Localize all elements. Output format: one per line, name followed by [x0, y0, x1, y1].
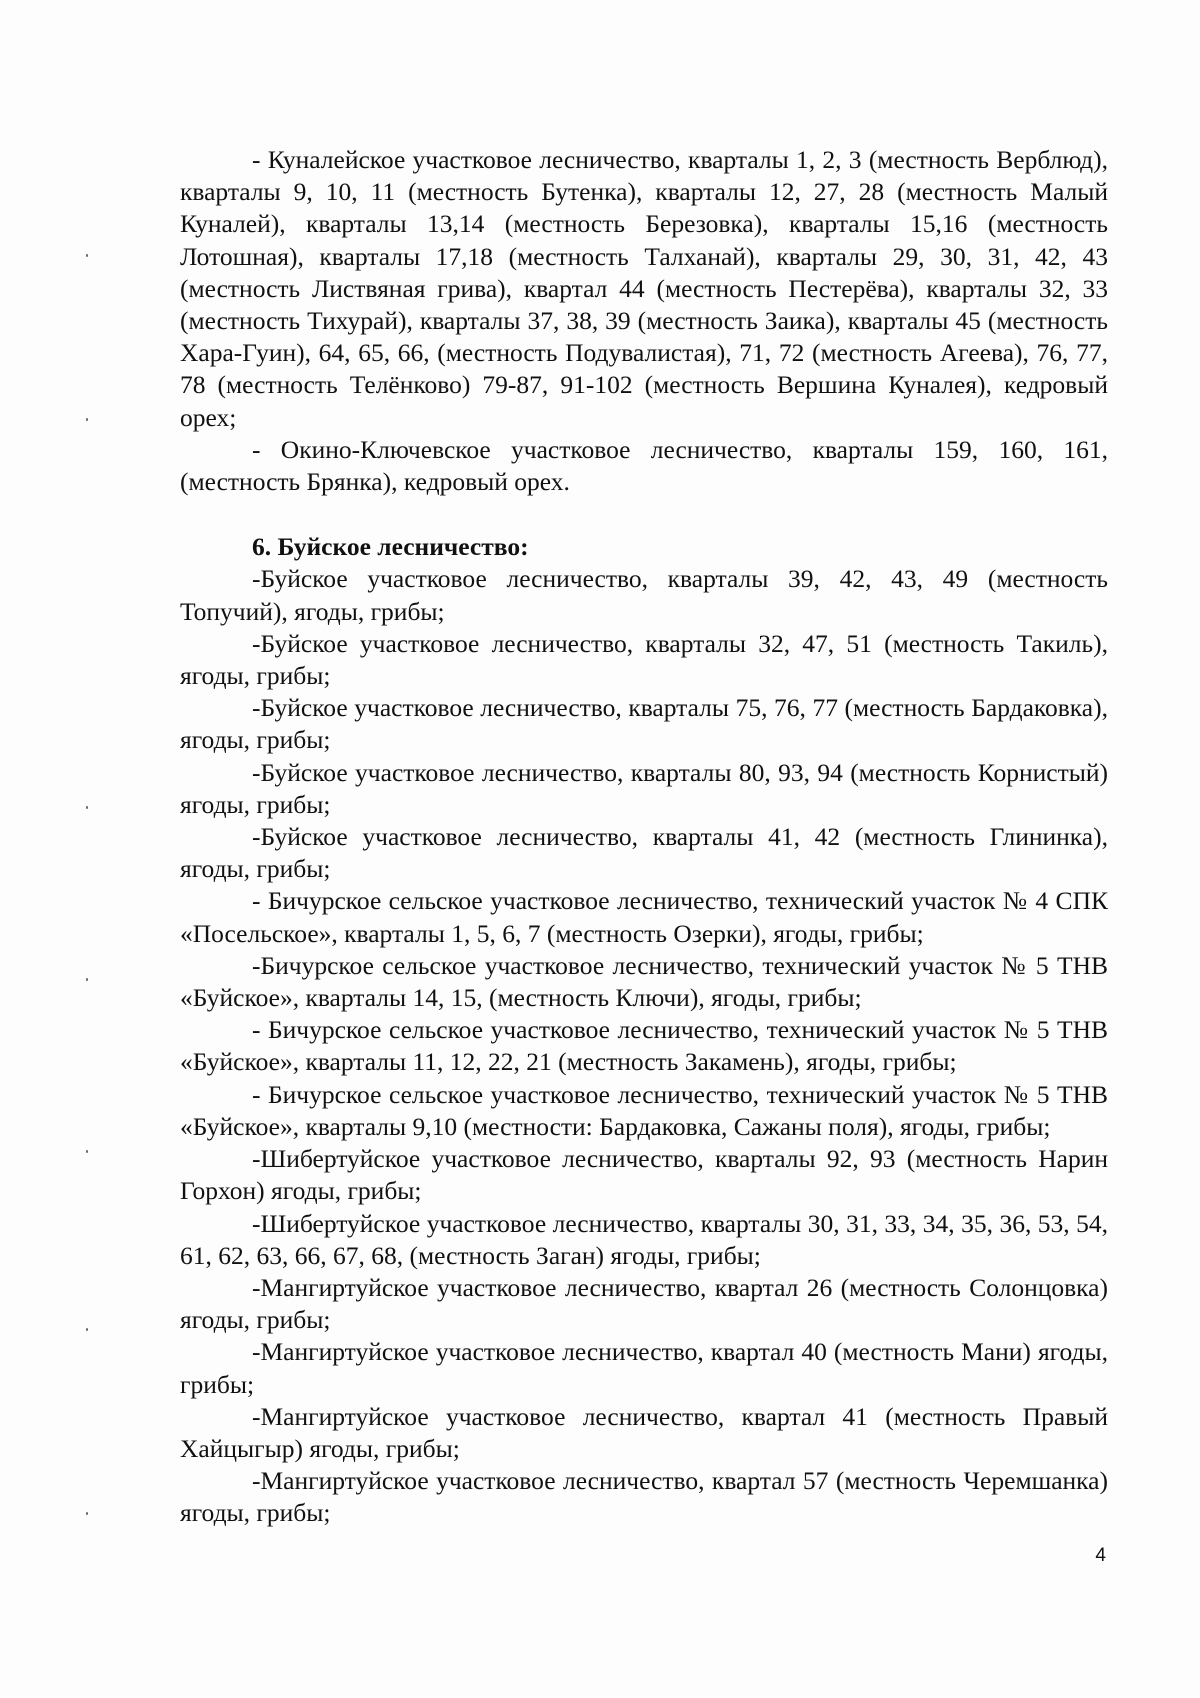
paragraph-kunaley: - Куналейское участковое лесничество, кварталы 1, 2, 3 (местность Верблюд), кварталы 9, 10, 11 (местность Бутенка), кварталы 12, 27, 28 (местность Малый Куналей), кварталы 13,14 (местность Березовка), кварталы 15,16 (местность Лотошная), кварталы 17,18 (местность Талханай), кварталы 29, 30, 31, 42, 43 (местность Листвяная грива), квартал 44 (местность Пестерёва), кварталы 32, 33 (местность Тихурай), кварталы 37, 38, 39 (местность Заика), кварталы 45 (местность Хара-Гуин), 64, 65, 66, (местность Подувалистая), 71, 72 (местность Агеева), 76, 77, 78 (местность Телёнково) 79-87, 91-102 (местность Вершина Куналея), кедровый орех; [180, 145, 1108, 432]
list-item: - Бичурское сельское участковое лесничество, технический участок № 4 СПК «Посельское», кварталы 1, 5, 6, 7 (местность Озерки), ягоды, грибы; [180, 886, 1108, 948]
list-item: -Мангиртуйское участковое лесничество, квартал 41 (местность Правый Хайцыгыр) ягоды, грибы; [180, 1401, 1108, 1463]
list-item: - Бичурское сельское участковое лесничество, технический участок № 5 ТНВ «Буйское», кварталы 9,10 (местности: Бардаковка, Сажаны поля), ягоды, грибы; [180, 1079, 1108, 1141]
list-item: -Мангиртуйское участковое лесничество, квартал 57 (местность Черемшанка) ягоды, грибы; [180, 1466, 1108, 1528]
scan-speck [86, 1512, 88, 1515]
list-item: -Мангиртуйское участковое лесничество, квартал 26 (местность Солонцовка) ягоды, грибы; [180, 1272, 1108, 1335]
list-item: -Шибертуйское участковое лесничество, кварталы 30, 31, 33, 34, 35, 36, 53, 54, 61, 62, 63, 66, 67, 68, (местность Заган) ягоды, грибы; [180, 1208, 1108, 1270]
list-item: -Буйское участковое лесничество, кварталы 75, 76, 77 (местность Бардаковка), ягоды, грибы; [180, 693, 1108, 755]
document-body [180, 144, 1108, 1530]
section-heading: 6. Буйское лесничество: [252, 532, 529, 562]
scan-speck [86, 1328, 88, 1331]
scan-speck [86, 418, 88, 421]
paragraph-okino-klyuchevskoe: - Окино-Ключевское участковое лесничество, кварталы 159, 160, 161, (местность Брянка), кедровый орех. [180, 434, 1108, 497]
list-item: -Буйское участковое лесничество, кварталы 32, 47, 51 (местность Такиль), ягоды, грибы; [180, 628, 1108, 691]
scan-speck [86, 978, 88, 981]
list-item: -Буйское участковое лесничество, кварталы 41, 42 (местность Глининка), ягоды, грибы; [180, 822, 1108, 884]
page-number: 4 [1095, 1545, 1106, 1566]
list-item: -Буйское участковое лесничество, кварталы 39, 42, 43, 49 (местность Топучий), ягоды, грибы; [180, 564, 1108, 626]
list-item: -Шибертуйское участковое лесничество, кварталы 92, 93 (местность Нарин Горхон) ягоды, грибы; [180, 1144, 1108, 1206]
list-item: -Мангиртуйское участковое лесничество, квартал 40 (местность Мани) ягоды, грибы; [180, 1337, 1108, 1399]
list-item: -Буйское участковое лесничество, кварталы 80, 93, 94 (местность Корнистый) ягоды, грибы; [180, 757, 1108, 819]
scan-speck [86, 1150, 88, 1153]
scan-speck [86, 254, 88, 257]
scan-speck [86, 806, 88, 809]
list-item: - Бичурское сельское участковое лесничество, технический участок № 5 ТНВ «Буйское», кварталы 11, 12, 22, 21 (местность Закамень), ягоды, грибы; [180, 1015, 1108, 1077]
list-item: -Бичурское сельское участковое лесничество, технический участок № 5 ТНВ «Буйское», кварталы 14, 15, (местность Ключи), ягоды, грибы; [180, 950, 1108, 1013]
